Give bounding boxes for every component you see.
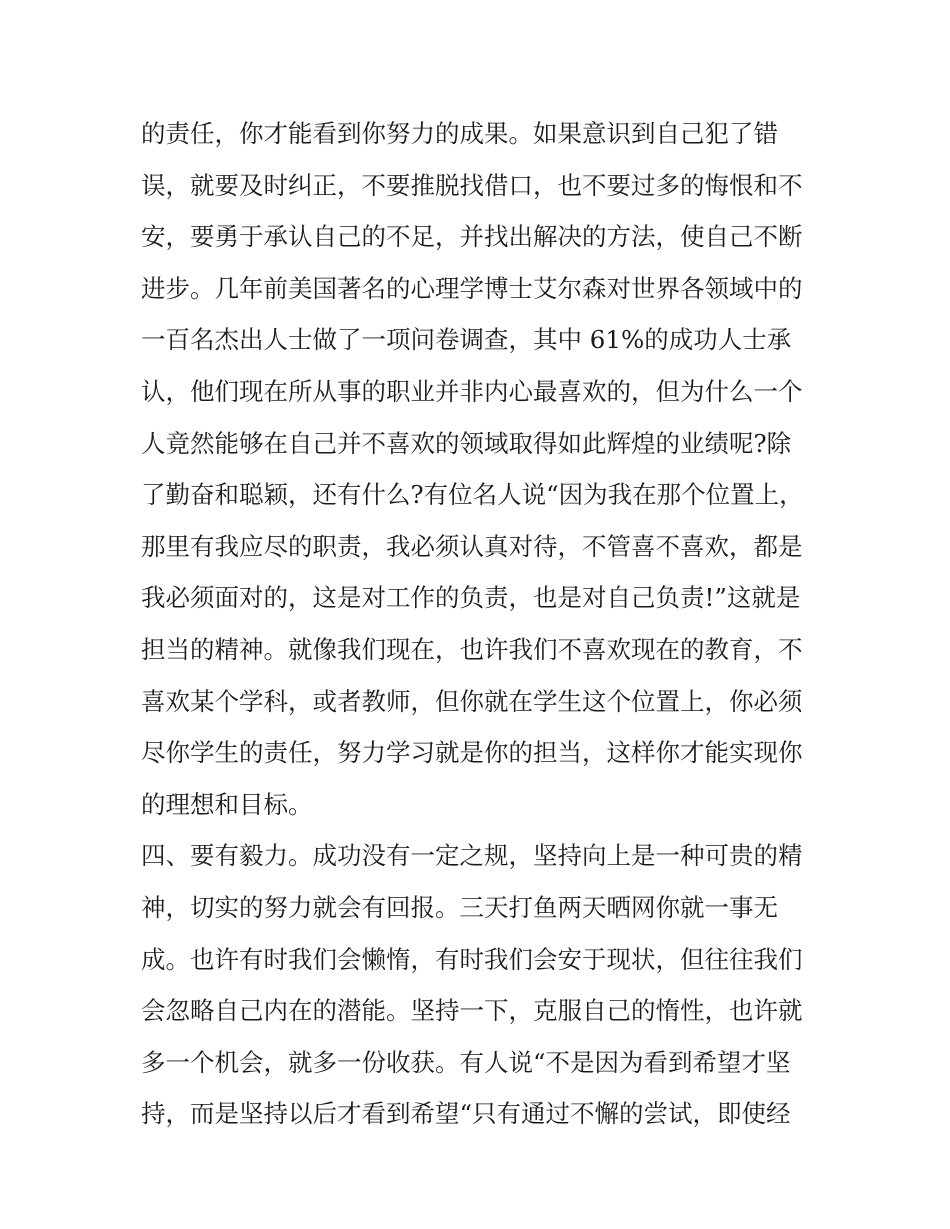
text-line-15: 四、要有毅力。成功没有一定之规，坚持向上是一种可贵的精 (141, 841, 803, 871)
text-line-7: 人竟然能够在自己并不喜欢的领域取得如此辉煌的业绩呢?除 (141, 428, 792, 458)
text-line-14: 的理想和目标。 (141, 789, 313, 819)
text-line-9: 那里有我应尽的职责，我必须认真对待，不管喜不喜欢，都是 (141, 531, 803, 561)
text-line-17: 成。也许有时我们会懒惰，有时我们会安于现状，但往往我们 (141, 944, 803, 974)
text-line-13: 尽你学生的责任，努力学习就是你的担当，这样你才能实现你 (141, 738, 803, 768)
text-line-10: 我必须面对的，这是对工作的负责，也是对自己负责!”这就是 (141, 583, 801, 613)
text-line-16: 神，切实的努力就会有回报。三天打鱼两天晒网你就一事无 (141, 892, 778, 922)
text-line-11: 担当的精神。就像我们现在，也许我们不喜欢现在的教育，不 (141, 634, 803, 664)
text-line-3: 安，要勇于承认自己的不足，并找出解决的方法，使自己不断 (141, 222, 803, 252)
text-line-12: 喜欢某个学科，或者教师，但你就在学生这个位置上，你必须 (141, 686, 803, 716)
text-line-8: 了勤奋和聪颖，还有什么?有位名人说“因为我在那个位置上， (141, 480, 804, 510)
text-line-19: 多一个机会，就多一份收获。有人说“不是因为看到希望才坚 (141, 1047, 791, 1077)
text-line-18: 会忽略自己内在的潜能。坚持一下，克服自己的惰性，也许就 (141, 996, 803, 1026)
text-line-5: 一百名杰出人士做了一项问卷调查，其中 61%的成功人士承 (141, 325, 792, 355)
text-line-1: 的责任，你才能看到你努力的成果。如果意识到自己犯了错 (141, 119, 778, 148)
body-text (141, 108, 821, 1140)
text-line-6: 认，他们现在所从事的职业并非内心最喜欢的，但为什么一个 (141, 376, 803, 406)
text-line-2: 误，就要及时纠正，不要推脱找借口，也不要过多的悔恨和不 (141, 170, 803, 200)
text-line-20: 持，而是坚持以后才看到希望“只有通过不懈的尝试，即使经 (141, 1099, 791, 1129)
text-line-4: 进步。几年前美国著名的心理学博士艾尔森对世界各领域中的 (141, 273, 803, 303)
